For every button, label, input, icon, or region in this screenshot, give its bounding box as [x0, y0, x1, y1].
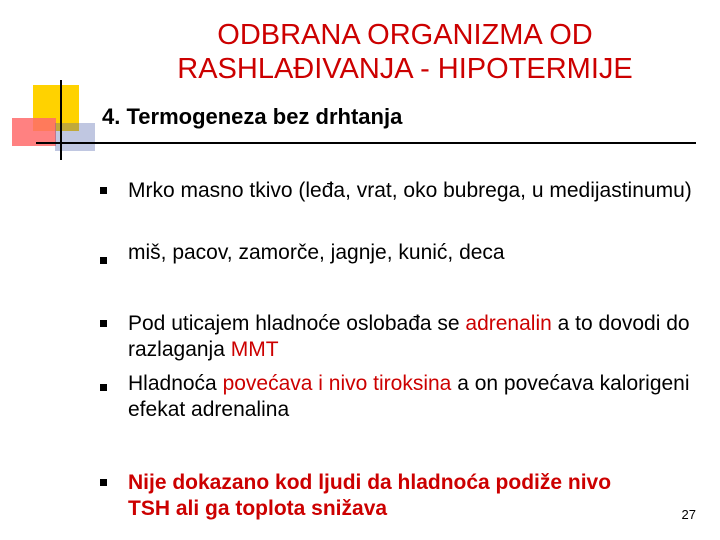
bullet-marker — [100, 479, 107, 486]
highlight-text: adrenalin — [465, 312, 552, 335]
title-line-2: RASHLAĐIVANJA - HIPOTERMIJE — [177, 53, 633, 85]
bullet-marker — [100, 384, 107, 391]
section-heading: 4. Termogeneza bez drhtanja — [102, 104, 403, 129]
bullet-text: a on povećava kalorigeni efekat adrenalina — [128, 372, 690, 421]
highlight-text: povećava i nivo tiroksina — [222, 372, 452, 395]
bullet-text: a to dovodi do razlaganja — [128, 312, 690, 361]
bullet-item — [128, 311, 698, 363]
decor-horizontal-line — [36, 142, 696, 144]
bullet-item: Nije dokazano kod ljudi da hladnoća podiže nivo TSH ali ga toplota snižava — [128, 471, 612, 520]
bullet-marker — [100, 257, 107, 264]
bullet-marker — [100, 320, 107, 327]
bullet-item: Mrko masno tkivo (leđa, vrat, oko bubrega, u medijastinumu) — [128, 179, 692, 202]
slide-title — [130, 18, 680, 86]
highlight-text: MMT — [230, 338, 279, 361]
page-number: 27 — [681, 507, 696, 522]
bullet-marker — [100, 187, 107, 194]
bullet-item — [128, 371, 698, 423]
bullet-text: Hladnoća — [128, 372, 223, 395]
title-line-1: ODBRANA ORGANIZMA OD — [217, 19, 593, 51]
bullet-item: miš, pacov, zamorče, jagnje, kunić, deca — [128, 241, 505, 264]
decor-vertical-line — [60, 80, 62, 160]
bullet-text: Pod uticajem hladnoće oslobađa se — [128, 312, 466, 335]
